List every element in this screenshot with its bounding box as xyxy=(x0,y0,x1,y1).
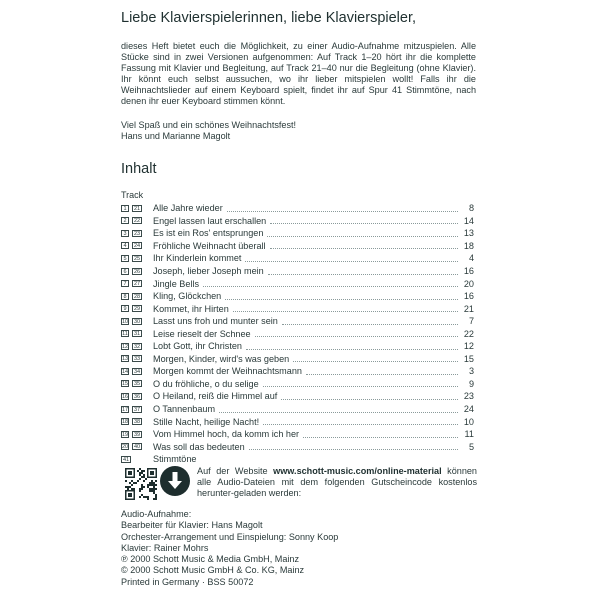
toc-page-number: 16 xyxy=(463,266,474,276)
track-number-full: 9 xyxy=(121,305,129,312)
toc-title-text: Morgen kommt der Weihnachtsmann xyxy=(153,366,302,377)
track-number-full: 19 xyxy=(122,431,129,438)
dot-leader xyxy=(268,274,458,275)
track-number-full: 5 xyxy=(121,255,129,262)
track-numbers xyxy=(121,230,153,237)
track-numbers xyxy=(121,242,153,249)
dot-leader xyxy=(255,336,458,337)
track-number-playalong: 22 xyxy=(133,218,141,225)
dot-leader xyxy=(245,261,458,262)
track-numbers xyxy=(121,368,153,375)
track-number-playalong: 24 xyxy=(133,243,141,250)
track-number-full: 14 xyxy=(122,368,129,375)
toc-page-number: 11 xyxy=(464,429,474,440)
toc-title-text: Joseph, lieber Joseph mein xyxy=(153,266,264,276)
toc-title-text: Morgen, Kinder, wird's was geben xyxy=(153,353,290,364)
track-number-full: 1 xyxy=(121,205,129,212)
dot-leader xyxy=(281,399,458,400)
toc-title-text: Jingle Bells xyxy=(153,278,199,289)
dot-leader xyxy=(293,361,458,362)
website-url[interactable]: www.schott-music.com/online-material xyxy=(273,466,442,476)
toc-title-text: Kommet, ihr Hirten xyxy=(153,303,229,314)
toc-title-text: Es ist ein Ros' entsprungen xyxy=(153,228,264,239)
toc-row[interactable] xyxy=(121,290,474,303)
track-number-playalong: 34 xyxy=(133,368,141,375)
credit-line: ℗ 2000 Schott Music & Media GmbH, Mainz xyxy=(121,554,300,565)
credit-line: Audio-Aufnahme: xyxy=(121,509,192,519)
toc-page-number: 22 xyxy=(463,328,474,339)
toc-page-number: 7 xyxy=(468,316,474,327)
toc-page-number: 8 xyxy=(468,203,474,214)
toc-row[interactable] xyxy=(121,227,474,240)
download-icon[interactable] xyxy=(160,466,190,496)
toc-row[interactable] xyxy=(121,327,474,340)
track-number-full: 20 xyxy=(122,444,129,451)
dot-leader xyxy=(267,236,458,237)
track-numbers xyxy=(121,255,153,262)
toc-title-text: Leise rieselt der Schnee xyxy=(153,328,251,339)
track-number-playalong: 33 xyxy=(133,356,141,363)
toc-page-number: 21 xyxy=(463,303,474,314)
toc-row[interactable] xyxy=(121,365,474,378)
track-numbers xyxy=(121,418,153,425)
dot-leader xyxy=(263,386,458,387)
toc-row[interactable] xyxy=(121,415,474,428)
track-number-playalong: 23 xyxy=(133,230,141,237)
toc-row[interactable] xyxy=(121,202,474,215)
toc-row[interactable] xyxy=(121,440,474,453)
track-number-full: 18 xyxy=(122,419,129,426)
toc-page-number: 20 xyxy=(463,278,474,289)
toc-row[interactable] xyxy=(121,240,474,253)
track-number-full: 3 xyxy=(121,230,129,237)
dot-leader xyxy=(303,437,458,438)
credit-line: © 2000 Schott Music GmbH & Co. KG, Mainz xyxy=(121,565,305,576)
track-numbers xyxy=(121,431,153,438)
track-number-playalong: 36 xyxy=(133,393,141,400)
toc-page-number: 4 xyxy=(468,253,474,264)
track-number-full: 6 xyxy=(121,268,129,275)
toc-title-text: Fröhliche Weihnacht überall xyxy=(153,240,266,251)
toc-row[interactable] xyxy=(121,215,474,228)
toc-title-text: O Heiland, reiß die Himmel auf xyxy=(153,391,278,402)
dot-leader xyxy=(225,299,458,300)
intro-paragraph: dieses Heft bietet euch die Möglichkeit, zu einer Audio-Aufnahme mitzuspielen. Alle Stücke sind in zwei Versionen aufgenommen: Auf Track 1–20 hört ihr die komplette Fassung mit Klavier und Begleitung, auf Track 21–40 nur die Begleitung (ohne Klavier). Ihr könnt euch selbst aussuchen, wo ihr lieber mitspielen wollt! Falls ihr die Weihnachtslieder auf einem Keyboard spielt, findet ihr auf Spur 41 Stimmtöne, nach denen ihr euer Keyboard stimmen könnt. xyxy=(121,41,476,106)
credit-line: Orchester-Arrangement und Einspielung: Sonny Koop xyxy=(121,531,339,542)
download-info xyxy=(197,466,477,499)
dot-leader xyxy=(219,412,458,413)
toc-title-text: Vom Himmel hoch, da komm ich her xyxy=(153,429,300,440)
track-number-full: 11 xyxy=(122,331,128,338)
track-number-full: 16 xyxy=(122,393,129,400)
toc-page-number: 15 xyxy=(463,353,474,364)
track-number-playalong: 37 xyxy=(133,406,141,413)
greeting-line: Viel Spaß und ein schönes Weihnachtsfest! xyxy=(121,120,297,130)
toc-title-text: Ihr Kinderlein kommet xyxy=(153,253,242,264)
toc-row[interactable] xyxy=(121,265,474,278)
track-numbers xyxy=(121,355,153,362)
track-number-playalong: 38 xyxy=(133,419,141,426)
track-number-playalong: 40 xyxy=(133,444,141,451)
track-numbers xyxy=(121,305,153,312)
website-prefix: Auf der Website xyxy=(197,466,274,476)
track-numbers xyxy=(121,217,153,224)
toc-page-number: 12 xyxy=(463,341,474,352)
toc-title-text: O du fröhliche, o du selige xyxy=(153,378,259,389)
dot-leader xyxy=(270,223,458,224)
track-numbers xyxy=(121,318,153,325)
toc-title: Inhalt xyxy=(121,161,157,177)
toc-page-number: 10 xyxy=(463,416,474,427)
toc-row[interactable] xyxy=(121,428,474,441)
toc-title-text: Lobt Gott, ihr Christen xyxy=(153,341,242,352)
dot-leader xyxy=(282,324,458,325)
toc-page-number: 24 xyxy=(463,404,474,415)
credits xyxy=(121,509,338,588)
track-number-playalong: 28 xyxy=(133,293,141,300)
track-number-playalong: 29 xyxy=(133,306,141,313)
track-number-full: 2 xyxy=(121,217,129,224)
toc-row[interactable] xyxy=(121,302,474,315)
page-heading: Liebe Klavierspielerinnen, liebe Klavierspieler, xyxy=(121,10,417,26)
track-column-label: Track xyxy=(121,190,144,200)
toc-row[interactable] xyxy=(121,353,474,366)
greeting xyxy=(121,120,296,142)
track-number-playalong: 35 xyxy=(133,381,141,388)
toc-page-number: 14 xyxy=(463,215,474,226)
toc-row[interactable] xyxy=(121,453,474,466)
toc-page-number: 5 xyxy=(468,441,474,452)
track-numbers xyxy=(121,330,153,337)
track-numbers xyxy=(121,293,153,300)
track-numbers xyxy=(121,443,153,450)
dot-leader xyxy=(227,211,458,212)
toc-title-text: Stille Nacht, heilige Nacht! xyxy=(153,416,260,427)
track-numbers xyxy=(121,268,153,275)
credit-line: Bearbeiter für Klavier: Hans Magolt xyxy=(121,520,263,531)
track-number-full: 12 xyxy=(122,343,129,350)
track-number-full: 4 xyxy=(121,242,129,249)
track-number-playalong: 30 xyxy=(133,318,141,325)
track-numbers xyxy=(121,380,153,387)
dot-leader xyxy=(263,424,458,425)
signature-line: Hans und Marianne Magolt xyxy=(121,131,231,141)
toc-page-number: 23 xyxy=(463,391,474,402)
toc-title-text: Kling, Glöckchen xyxy=(153,291,222,302)
toc-page-number: 13 xyxy=(463,228,474,239)
dot-leader xyxy=(270,248,458,249)
track-number-playalong: 21 xyxy=(133,205,141,212)
toc-title-text: Stimmtöne xyxy=(153,454,197,465)
credit-line: Klavier: Rainer Mohrs xyxy=(121,542,209,553)
track-number-playalong: 31 xyxy=(133,331,141,338)
table-of-contents xyxy=(121,202,474,465)
toc-page-number: 18 xyxy=(463,240,474,251)
toc-row[interactable] xyxy=(121,340,474,353)
track-number-full: 13 xyxy=(122,356,129,363)
track-numbers xyxy=(121,393,153,400)
toc-row[interactable] xyxy=(121,378,474,391)
credit-line: Printed in Germany · BSS 50072 xyxy=(121,576,254,587)
dot-leader xyxy=(306,374,458,375)
track-numbers xyxy=(121,406,153,413)
track-number-playalong: 39 xyxy=(133,431,141,438)
toc-title-text: Lasst uns froh und munter sein xyxy=(153,316,278,327)
track-number-playalong: 25 xyxy=(133,255,141,262)
track-number-full: 8 xyxy=(121,293,129,300)
toc-title-text: Engel lassen laut erschallen xyxy=(153,215,267,226)
dot-leader xyxy=(246,349,458,350)
track-number-playalong: 32 xyxy=(133,343,141,350)
dot-leader xyxy=(249,449,458,450)
toc-row[interactable] xyxy=(121,315,474,328)
dot-leader xyxy=(203,286,458,287)
toc-row[interactable] xyxy=(121,277,474,290)
toc-page-number: 16 xyxy=(463,291,474,302)
track-numbers xyxy=(121,205,153,212)
dot-leader xyxy=(233,311,458,312)
toc-page-number: 3 xyxy=(468,366,474,377)
track-number-playalong: 27 xyxy=(133,281,141,288)
toc-page-number: 9 xyxy=(468,378,474,389)
track-numbers xyxy=(121,343,153,350)
track-numbers xyxy=(121,456,153,463)
track-number-full: 17 xyxy=(122,406,129,413)
track-numbers xyxy=(121,280,153,287)
toc-title-text: Was soll das bedeuten xyxy=(153,441,245,452)
toc-row[interactable] xyxy=(121,390,474,403)
website-suffix: können alle Audio-Dateien mit dem folgenden Gutscheincode kostenlos herunter-geladen werden: xyxy=(197,466,477,498)
track-number-tuning: 41 xyxy=(122,456,130,463)
toc-title-text: Alle Jahre wieder xyxy=(153,203,223,214)
track-number-playalong: 26 xyxy=(133,268,141,275)
qr-code-icon[interactable] xyxy=(125,468,157,500)
toc-row[interactable] xyxy=(121,403,474,416)
toc-row[interactable] xyxy=(121,252,474,265)
toc-title-text: O Tannenbaum xyxy=(153,404,216,415)
track-number-full: 10 xyxy=(122,318,129,325)
track-number-full: 15 xyxy=(122,381,129,388)
track-number-full: 7 xyxy=(121,280,129,287)
